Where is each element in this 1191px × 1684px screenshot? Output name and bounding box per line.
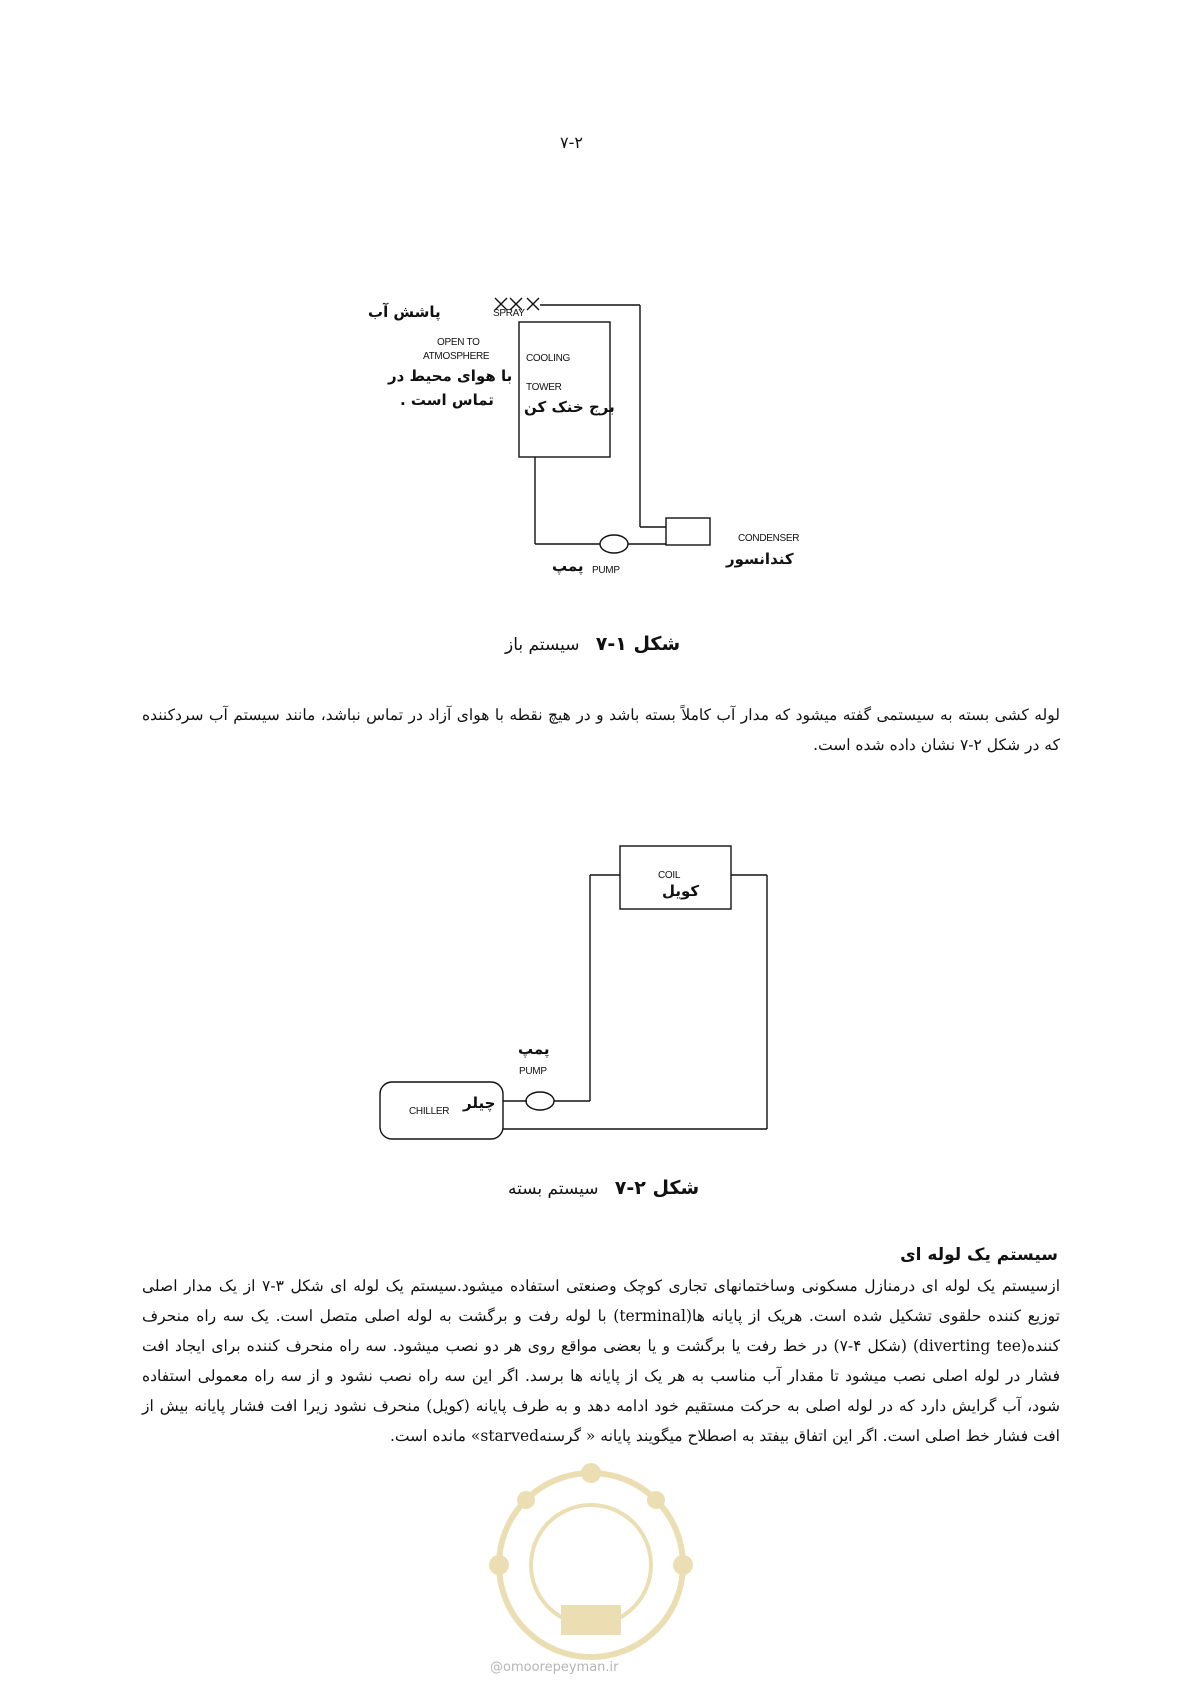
pump-2-label-fa: پمپ [518,1040,550,1058]
coil-label: COIL [658,870,681,881]
paragraph-closed-system: لوله کشی بسته به سیستمی گفته میشود که مدار آب کاملاً بسته باشد و در هیچ نقطه با هوای آزاد در تماس نباشد، مانند سیستم آب سردکننده که در شکل ۲-۷ نشان داده شده است. [142,706,1060,754]
coil-label-fa: کویل [662,882,700,900]
pump-1-label: PUMP [592,565,620,576]
condenser-label-fa: کندانسور [726,550,794,568]
pump-2 [526,1092,554,1110]
section-heading: سیستم یک لوله ای [900,1245,1058,1265]
figure-1-caption-number: شکل ۱-۷ [595,633,681,655]
tower-label-fa: برج خنک کن [524,398,615,416]
figure-2-caption-number: شکل ۲-۷ [614,1177,700,1199]
condenser-box [666,518,710,545]
condenser-label: CONDENSER [738,533,800,544]
atmosphere-label-fa-1: با هوای محیط در [388,367,513,385]
watermark-seal-icon [481,1455,701,1675]
atmosphere-label-fa-2: تماس است . [400,391,494,409]
pump-1 [600,535,628,553]
chiller-label: CHILLER [409,1106,450,1117]
spray-label-fa: پاشش آب [368,303,441,321]
watermark-text: @omoorepeyman.ir [490,1660,619,1675]
cooling-label: COOLING [526,353,571,364]
chiller-label-fa: چیلر [463,1094,496,1112]
figure-1-caption-text: سیستم باز [505,635,580,655]
pump-2-label: PUMP [519,1066,547,1077]
section-body: ازسیستم یک لوله ای درمنازل مسکونی وساختمانهای تجاری کوچک وصنعتی استفاده میشود.سیستم یک لوله ای شکل ۳-۷ از یک مدار اصلی توزیع کننده حلقوی تشکیل شده است. هریک از پایانه ها(terminal) با لوله رفت و برگشت به لوله اصلی متصل است. یک سه راه منحرف کننده(diverting tee) (شکل ۴-۷) در خط رفت یا برگشت و یا بعضی مواقع روی هر دو نصب میشود. سه راه منحرف کننده برای ایجاد افت فشار در لوله اصلی نصب میشود تا مقدار آب مناسب به هر یک از پایانه ها برسد. اگر این سه راه نصب نشود و از سه راه معمولی استفاده شود، آب گرایش دارد که در لوله اصلی به حرکت مستقیم خود ادامه دهد و به طرف پایانه (کویل) منحرف نشود زیرا افت فشار پایانه بیش از افت فشار خط اصلی است. اگر این اتفاق بیفتد به اصطلاح میگویند پایانه « گرسنهstarved» مانده است. [142,1277,1060,1445]
page-number: ۷-۲ [560,133,583,152]
tower-label: TOWER [526,382,562,393]
figure-2-caption [508,1177,699,1199]
spray-label: SPRAY [493,308,525,319]
pump-1-label-fa: پمپ [552,557,584,575]
atmosphere-label: ATMOSPHERE [423,351,490,362]
figure-1-caption [505,633,680,655]
figure-2-caption-text: سیستم بسته [508,1179,599,1199]
open-to-label: OPEN TO [437,337,480,348]
